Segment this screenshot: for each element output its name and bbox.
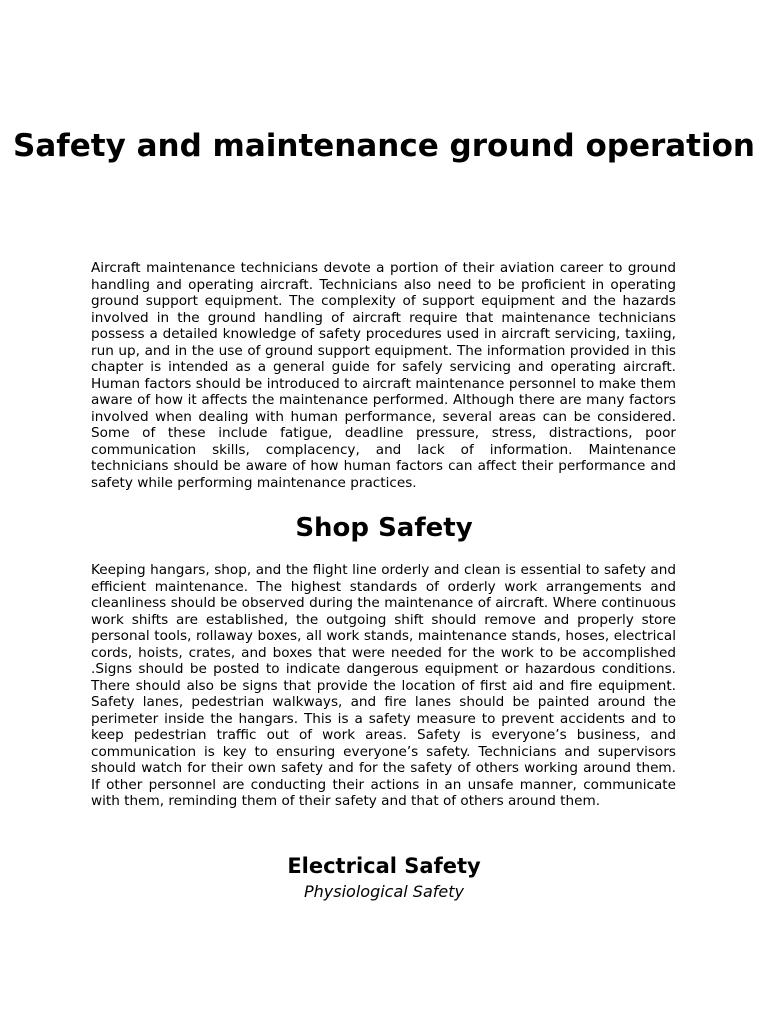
intro-paragraph: Aircraft maintenance technicians devote a portion of their aviation career to ground handling and operating aircraft. Technicians also need to be proficient in operating ground support equipment. The complexity of support equipment and the hazards involved in the ground handling of aircraft require that maintenance technicians possess a detailed knowledge of safety procedures used in aircraft servicing, taxiing, run up, and in the use of ground support equipment. The information provided in this chapter is intended as a general guide for safely servicing and operating aircraft. Human factors should be introduced to aircraft maintenance personnel to make them aware of how it affects the maintenance performed. Although there are many factors involved when dealing with human performance, several areas can be considered. Some of these include fatigue, deadline pressure, stress, distractions, poor communication skills, complacency, and lack of information. Maintenance technicians should be aware of how human factors can affect their performance and safety while performing maintenance practices. [91, 260, 676, 491]
electrical-safety-heading: Electrical Safety [287, 854, 481, 878]
shop-safety-paragraph: Keeping hangars, shop, and the flight line orderly and clean is essential to safety and efficient maintenance. The highest standards of orderly work arrangements and cleanliness should be observed during the maintenance of aircraft. Where continuous work shifts are established, the outgoing shift should remove and properly store personal tools, rollaway boxes, all work stands, maintenance stands, hoses, electrical cords, hoists, crates, and boxes that were needed for the work to be accomplished .Signs should be posted to indicate dangerous equipment or hazardous conditions. There should also be signs that provide the location of first aid and fire equipment. Safety lanes, pedestrian walkways, and fire lanes should be painted around the perimeter inside the hangars. This is a safety measure to prevent accidents and to keep pedestrian traffic out of work areas. Safety is everyone’s business, and communication is key to ensuring everyone’s safety. Technicians and supervisors should watch for their own safety and for the safety of others working around them. If other personnel are conducting their actions in an unsafe manner, communicate with them, reminding them of their safety and that of others around them. [91, 562, 676, 809]
physiological-safety-subheading: Physiological Safety [304, 882, 464, 901]
page-title: Safety and maintenance ground operation [13, 128, 755, 164]
shop-safety-heading: Shop Safety [295, 513, 473, 543]
